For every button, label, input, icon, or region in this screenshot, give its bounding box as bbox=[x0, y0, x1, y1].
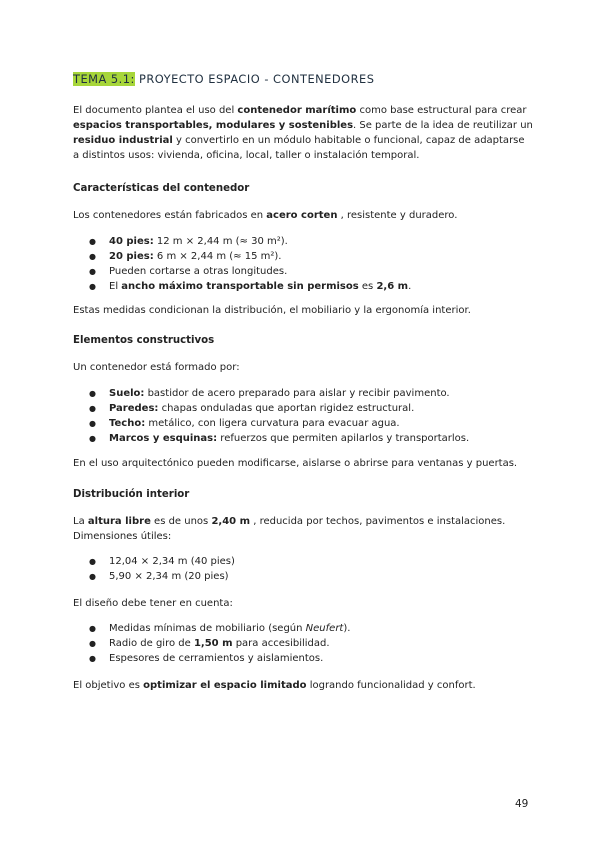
text-run: metálico, con ligera curvatura para evacuar agua. bbox=[145, 418, 400, 429]
design-considerations-list bbox=[73, 621, 533, 666]
section-note-elements bbox=[73, 456, 533, 471]
text-run: bastidor de acero preparado para aislar y recibir pavimento. bbox=[144, 388, 450, 399]
section-heading-distribution: Distribución interior bbox=[73, 489, 190, 500]
bullet-icon: ● bbox=[89, 252, 96, 261]
section-intro-distribution bbox=[73, 514, 521, 544]
italic-text: Neufert bbox=[305, 623, 344, 634]
list-item bbox=[73, 249, 533, 264]
bullet-icon: ● bbox=[89, 389, 96, 398]
text-run: Medidas mínimas de mobiliario (según bbox=[109, 623, 306, 634]
useful-dimensions-list bbox=[73, 554, 533, 584]
page-number: 49 bbox=[515, 798, 529, 810]
text-run: 12,04 × 2,34 m (40 pies) bbox=[109, 556, 235, 567]
text-run: El documento plantea el uso del bbox=[73, 105, 238, 116]
text-run: Radio de giro de bbox=[109, 638, 194, 649]
text-run: chapas onduladas que aportan rigidez estructural. bbox=[158, 403, 415, 414]
text-run: es bbox=[358, 281, 377, 292]
bullet-icon: ● bbox=[89, 419, 96, 428]
bold-text: Paredes: bbox=[109, 403, 159, 414]
list-item bbox=[73, 636, 533, 651]
text-run: El bbox=[109, 281, 122, 292]
bold-text: espacios transportables, modulares y sostenibles bbox=[73, 120, 354, 131]
text-run: Los contenedores están fabricados en bbox=[73, 210, 267, 221]
text-run: 5,90 × 2,34 m (20 pies) bbox=[109, 571, 229, 582]
text-run: Pueden cortarse a otras longitudes. bbox=[109, 266, 288, 277]
list-item bbox=[73, 651, 533, 666]
title-highlight: TEMA 5.1: bbox=[73, 72, 135, 86]
text-run: En el uso arquitectónico pueden modificarse, aislarse o abrirse para ventanas y puertas. bbox=[73, 458, 518, 469]
text-run: ). bbox=[343, 623, 351, 634]
list-item bbox=[73, 431, 533, 446]
bold-text: Techo: bbox=[109, 418, 146, 429]
text-run: La bbox=[73, 516, 88, 527]
text-run: y convertirlo en un módulo habitable o funcional, capaz de adaptarse a distintos usos: vivienda, oficina, local, taller o instalación temporal. bbox=[73, 135, 525, 161]
text-run: logrando funcionalidad y confort. bbox=[306, 680, 476, 691]
section-intro-container bbox=[73, 208, 533, 223]
bold-text: 1,50 m bbox=[193, 638, 233, 649]
text-run: El diseño debe tener en cuenta: bbox=[73, 598, 233, 609]
list-item bbox=[73, 401, 533, 416]
list-item bbox=[73, 416, 533, 431]
list-item bbox=[73, 621, 533, 636]
text-run: , resistente y duradero. bbox=[337, 210, 458, 221]
bullet-icon: ● bbox=[89, 624, 96, 633]
text-run: El objetivo es bbox=[73, 680, 144, 691]
bold-text: contenedor marítimo bbox=[237, 105, 357, 116]
text-run: 12 m × 2,44 m (≈ 30 m²). bbox=[153, 236, 288, 247]
bold-text: residuo industrial bbox=[73, 135, 173, 146]
bold-text: Suelo: bbox=[109, 388, 145, 399]
conclusion-paragraph bbox=[73, 678, 533, 693]
text-run: Estas medidas condicionan la distribución, el mobiliario y la ergonomía interior. bbox=[73, 305, 471, 316]
text-run: . bbox=[408, 281, 412, 292]
text-run: 6 m × 2,44 m (≈ 15 m²). bbox=[153, 251, 282, 262]
bold-text: ancho máximo transportable sin permisos bbox=[121, 281, 359, 292]
list-item bbox=[73, 569, 533, 584]
list-item bbox=[73, 264, 533, 279]
list-item bbox=[73, 386, 533, 401]
text-run: para accesibilidad. bbox=[232, 638, 330, 649]
list-item bbox=[73, 554, 533, 569]
section-heading-container: Características del contenedor bbox=[73, 183, 250, 194]
bullet-icon: ● bbox=[89, 434, 96, 443]
bold-text: acero corten bbox=[266, 210, 338, 221]
construction-elements-list bbox=[73, 386, 533, 446]
text-run: es de unos bbox=[150, 516, 212, 527]
text-run: Espesores de cerramientos y aislamientos. bbox=[109, 653, 324, 664]
list-item bbox=[73, 234, 533, 249]
page-title bbox=[73, 72, 374, 86]
intro-paragraph bbox=[73, 103, 533, 163]
bold-text: Marcos y esquinas: bbox=[109, 433, 218, 444]
text-run: como base estructural para crear bbox=[356, 105, 527, 116]
section-intro-elements bbox=[73, 360, 533, 375]
text-run: refuerzos que permiten apilarlos y transportarlos. bbox=[217, 433, 470, 444]
bullet-icon: ● bbox=[89, 282, 96, 291]
section-note-container bbox=[73, 303, 533, 318]
container-features-list bbox=[73, 234, 533, 294]
design-considerations-intro bbox=[73, 596, 533, 611]
bullet-icon: ● bbox=[89, 557, 96, 566]
text-run: , reducida por techos, pavimentos e instalaciones. Dimensiones útiles: bbox=[73, 516, 506, 542]
bullet-icon: ● bbox=[89, 404, 96, 413]
text-run: Un contenedor está formado por: bbox=[73, 362, 240, 373]
bullet-icon: ● bbox=[89, 572, 96, 581]
section-heading-elements: Elementos constructivos bbox=[73, 335, 215, 346]
bold-text: 2,6 m bbox=[376, 281, 409, 292]
title-text: PROYECTO ESPACIO - CONTENEDORES bbox=[134, 72, 375, 86]
bold-text: optimizar el espacio limitado bbox=[143, 680, 307, 691]
bold-text: altura libre bbox=[87, 516, 151, 527]
bullet-icon: ● bbox=[89, 237, 96, 246]
bullet-icon: ● bbox=[89, 639, 96, 648]
bullet-icon: ● bbox=[89, 654, 96, 663]
bold-text: 2,40 m bbox=[211, 516, 251, 527]
text-run: . Se parte de la idea de reutilizar un bbox=[353, 120, 533, 131]
bullet-icon: ● bbox=[89, 267, 96, 276]
list-item bbox=[73, 279, 533, 294]
bold-text: 40 pies: bbox=[109, 236, 154, 247]
bold-text: 20 pies: bbox=[109, 251, 154, 262]
